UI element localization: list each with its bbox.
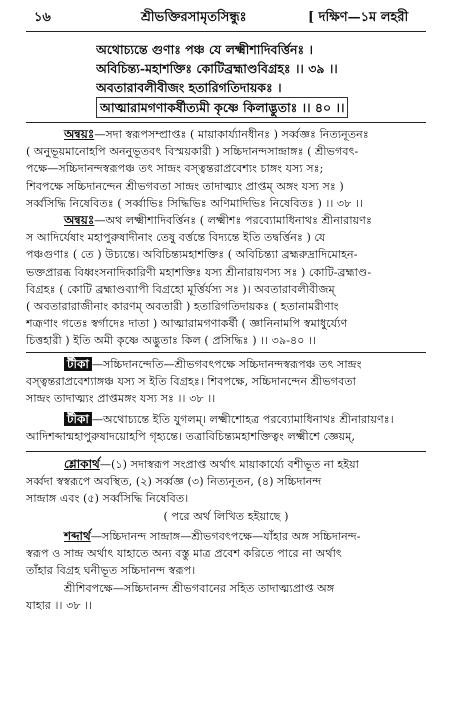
book-title: শ্রীভক্তিরসামৃতসিন্ধুঃ [141,10,247,25]
anvaya-text: —সদা স্বরূপসম্প্রাপ্তঃ ( মায়াকার্য্যানধীনঃ ) সর্ব্বজ্ঞঃ নিত্যনূতনঃ [94,128,369,141]
anvaya-text: সর্ব্বসিদ্ধি নিষেবিতঃ ( সর্ব্বাভিঃ সিদ্ধিভিঃ অণিমাদিভিঃ নিষেবিতঃ ) ।। ৩৮ ।। [26,196,364,210]
header-rule [26,31,426,32]
anvaya-2 [26,212,426,350]
tika-label: টীকা [64,412,92,426]
shlokartha [26,456,426,525]
tika-text: সান্দ্রং তাদাত্ম্যং প্রাপ্তমঙ্গং যস্য সঃ ।। ৩৮ ।। [26,392,216,406]
verse-line: অবতারাবলীবীজং হতারিগতিদায়কঃ । [96,80,282,95]
verse-line: অথোচ্যন্তে গুণাঃ পঞ্চ যে লক্ষ্মীশাদিবর্ত্তিনঃ । [96,42,313,57]
section-divider [26,451,426,452]
tika-1 [26,356,426,408]
anvaya-text: ভক্তপ্রারব্ধ বিধ্বংসনাদিকারিণী মহাশক্তিঃ যস্য শ্রীনারায়ণস্য সঃ ) কোটি-ব্রহ্মাণ্ড- [26,265,372,279]
shabdartha-text: শ্রীশিবপক্ষে—সচ্চিদানন্দ শ্রীভগবানের সহিত তাদাত্ম্যপ্রাপ্ত অঙ্গ [64,581,335,595]
anvaya-text: পক্ষে—সচ্চিদানন্দস্বরূপঞ্চ তৎ সান্দ্রং বস্ত্বন্তরাপ্রবেশ্যং চাঙ্গং যস্য সঃ; [26,162,324,176]
anvaya-text: ( অনুভূয়মানোহপি অননুভূতবৎ বিস্ময়কারী ) সচ্চিদানন্দসান্দ্রাঙ্গঃ ( শ্রীভগবৎ- [26,145,359,159]
tika-text: —সচ্চিদানন্দেতি—শ্রীভগবৎপক্ষে সচ্চিদানন্দস্বরূপঞ্চ তৎ সান্দ্রং [91,358,362,371]
anvaya-text: বিগ্রহঃ ( কোটি ব্রহ্মাণ্ডব্যাপী বিগ্রহো মূর্ত্তির্যস্য সঃ )। অবতারাবলীবীজম্ [26,282,335,296]
section-divider [26,352,426,353]
section-label: [ দক্ষিণ—১ম লহরী [308,10,409,25]
tika-2 [26,411,426,445]
shlokartha-text: সান্দ্রাঙ্গ এবং (৫) সর্ব্বসিদ্ধি নিষেবিত। [26,492,189,506]
page-header [26,4,426,30]
shlokartha-label: শ্লোকার্থ [64,457,100,471]
anvaya-1 [26,126,426,212]
section-divider [26,122,426,123]
anvaya-text: —অথ লক্ষ্মীশাদিবর্ত্তিনঃ ( লক্ষ্মীশঃ পরব্যোমাধিনাথঃ শ্রীনারায়ণঃ [94,214,372,227]
anvaya-text: শত্রূণাং গতেঃ স্বর্গাদেঃ দাতা ) আত্মারামগণাকর্ষী ( জ্ঞানিনামপি স্বমাধুর্য্যেণ [26,317,348,331]
shlokartha-text: সর্ব্বদা স্বস্বরূপে অবস্থিত, (২) সর্ব্বজ্ঞ (৩) নিত্যনূতন, (৪) সচ্চিদানন্দ [26,475,322,489]
page-number: ১৬ [34,10,51,25]
shabdartha-text: স্বরূপ ও সান্দ্র অর্থাৎ যাহাতে অন্য বস্তু মাত্র প্রবেশ করিতে পারে না অর্থাৎ [26,547,342,561]
shabdartha-text: তাঁহার বিগ্রহ ঘনীভূত সচ্চিদানন্দ স্বরূপ। [26,564,196,578]
verse-line: অবিচিন্ত্য-মহাশক্তিঃ কোটিব্রহ্মাণ্ডবিগ্রহঃ ।। ৩৯ ।। [96,61,338,76]
anvaya-text: পঞ্চগুণাঃ ( তে ) উচ্যন্তে। অবিচিন্ত্যমহাশক্তিঃ ( অবিচিন্ত্যা ব্রহ্মরুদ্রাদিমোহন- [26,248,358,262]
tika-text: আদিশব্দান্মহাপুরুষাদয়োহপি গৃহ্যন্তে। তত্রাবিচিন্ত্যমহাশক্তিত্বং লক্ষ্মীশে জ্ঞেয়ম্, [26,430,356,444]
anvaya-text: স আদির্যেষাং মহাপুরুষাদীনাং তেষু বর্ত্তন্তে বিদ্যন্তে ইতি তদ্বর্ত্তিনঃ ) যে [26,231,326,245]
shabdartha [26,528,426,614]
tika-text: বস্ত্বন্তরাপ্রবেশ্যাঙ্গঞ্চ যস্য স ইতি বিগ্রহঃ। শিবপক্ষে, সচ্চিদানন্দেন শ্রীভগবতা [26,375,356,389]
shlokartha-text: —(১) সদাস্বরূপ সংপ্রাপ্ত অর্থাৎ মায়াকার্য্যে বশীভূত না হইয়া [99,458,359,471]
verse-line: আত্মারামগণাকর্ষীত্যমী কৃষ্ণে কিলাদ্ভুতাঃ ।। ৪০ ।। [96,97,348,118]
tika-text: —অথোচ্যন্তে ইতি যুগলম্। লক্ষ্মীশোহত্র পরব্যোমাধিনাথঃ শ্রীনারায়ণঃ। [91,413,394,426]
anvaya-text: চিত্তহারী ) ইতি অমী কৃষ্ণে অদ্ভুতাঃ কিল ( প্রসিদ্ধিঃ ) ।। ৩৯-৪০ ।। [26,334,317,348]
anvaya-label: অন্বয়ঃ [64,213,95,227]
shabdartha-text: —সচ্চিদানন্দ সান্দ্রাঙ্গ—শ্রীভগবৎপক্ষে—যাঁহার অঙ্গ সচ্চিদানন্দ- [90,530,361,543]
anvaya-text: শিবপক্ষে সচ্চিদানন্দেন শ্রীভগবতা সান্দ্রং তাদাত্ম্যং প্রাপ্তম্ অঙ্গং যস্য সঃ ) [26,179,344,193]
tika-label: টীকা [64,357,92,371]
anvaya-text: ( অবতারারাজীনাং কারণম্ অবতারী ) হতারিগতিদায়কঃ ( হতানামরীণাং [26,300,339,314]
shabdartha-text: যাহার ।। ৩৮ ।। [26,598,93,612]
shabdartha-label: শব্দার্থ [64,529,91,543]
shlokartha-note: ( পরে অর্থ লিখিত হইয়াছে ) [163,509,289,523]
verse-block [96,40,426,118]
anvaya-label: অন্বয়ঃ [64,127,95,141]
